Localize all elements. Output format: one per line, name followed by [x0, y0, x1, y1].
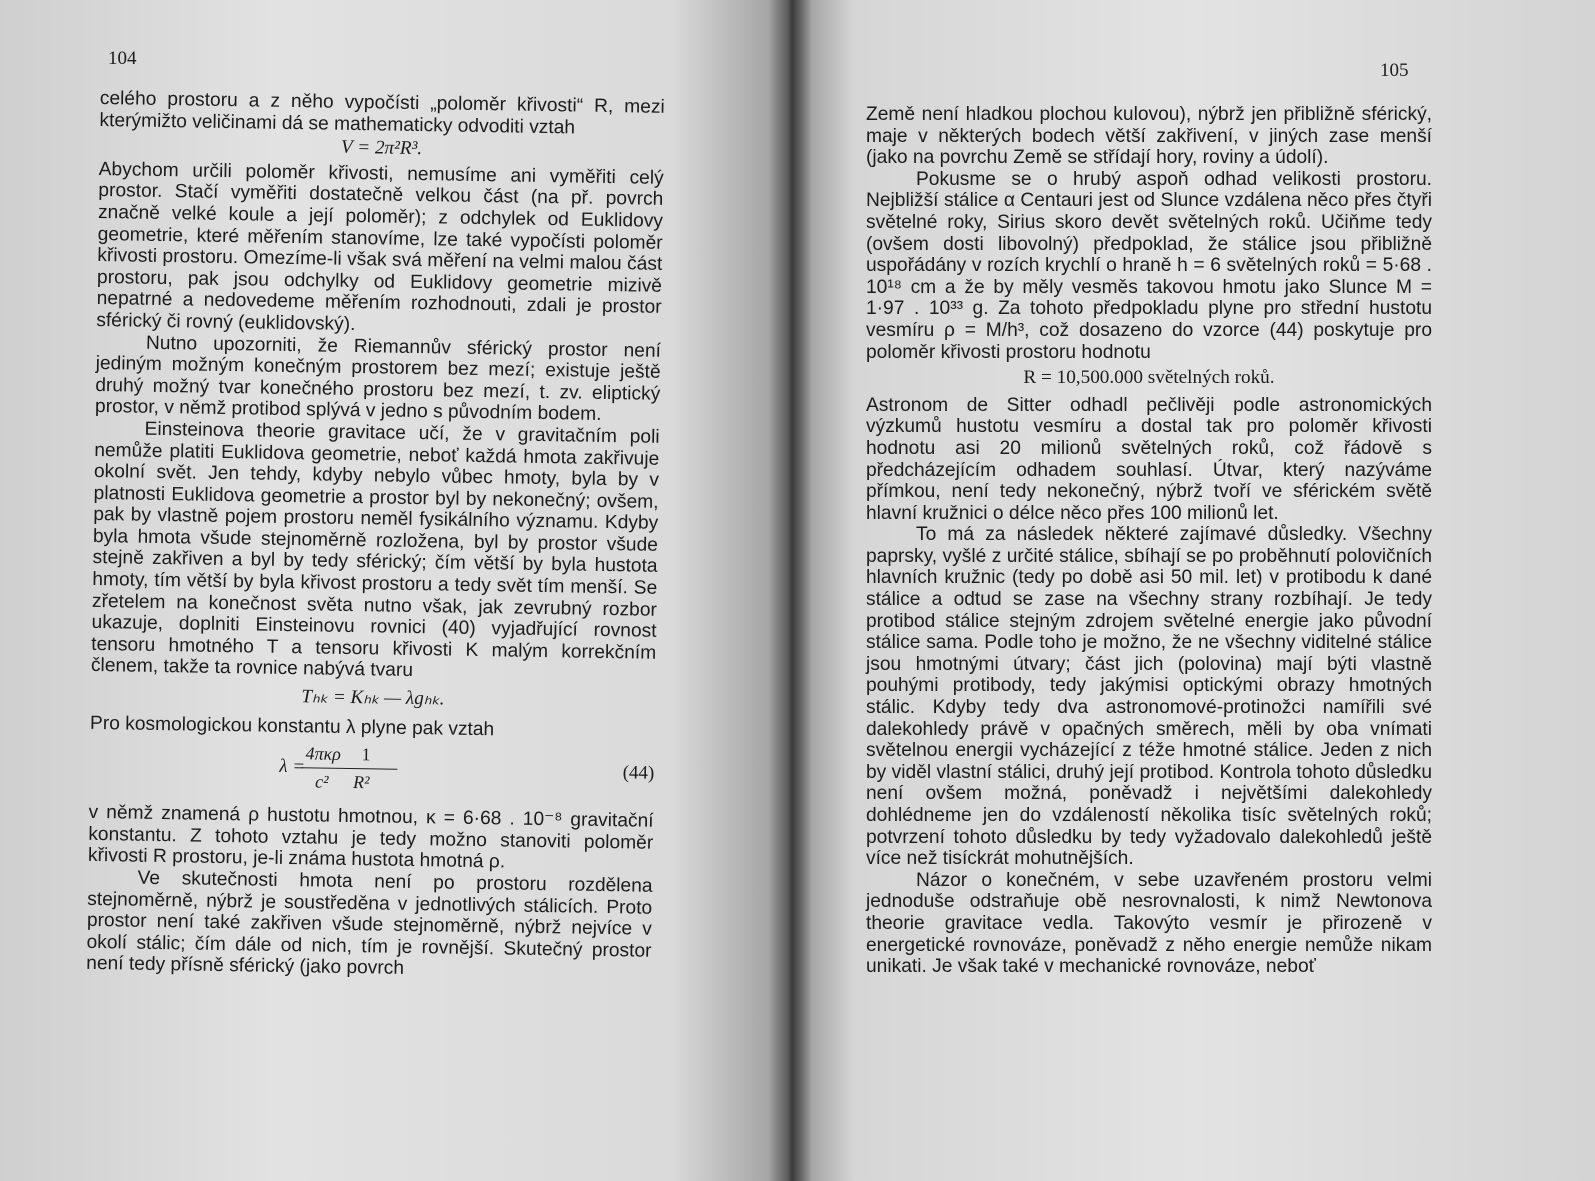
- right-page-text: [866, 104, 1432, 978]
- paragraph: Nutno upozorniti, že Riemannův sférický prostor není jediným možným konečným prostorem bez mezí; existuje ještě druhý možný tvar konečného prostoru bez mezí, t. zv. eliptický prostor, v němž protibod splývá v jedno s původním bodem.: [94, 332, 662, 426]
- paragraph: Abychom určili poloměr křivosti, nemusíme ani vyměřiti celý prostor. Stačí vyměřiti dostatečně velkou část (na př. povrch značně velké koule a její poloměr); z odchylek od Euklidovy geometrie, které měřením stanovíme, lze také vypočísti poloměr křivosti prostoru. Omezíme-li však svá měření na velmi malou část prostoru, pak jsou odchylky od Euklidovy geometrie mizivě nepatrné a nedovedeme měřením rozhodnouti, zdali je prostor sférický či rovný (euklidovský).: [96, 158, 664, 335]
- formula-volume: V = 2π²R³.: [340, 136, 423, 160]
- paragraph: v němž znamená ρ hustotu hmotnou, κ = 6·68 . 10⁻⁸ gravitační konstantu. Z tohoto vztahu je tedy možno stanoviti poloměr křivosti R prostoru, je-li známa hustota hmotná ρ.: [87, 802, 654, 873]
- left-page: [0, 0, 790, 1181]
- equation-rhs-numerator: 1: [361, 744, 371, 765]
- paragraph: Ve skutečnosti hmota není po prostoru rozdělena stejnoměrně, nýbrž je soustředěna v jednotlivých stálicích. Proto prostor není také zakřiven všude stejnoměrně, nýbrž nejvíce v okolí stálic; čím dále od nich, tím je rovnější. Skutečný prostor není tedy přísně sférický (jako povrch: [86, 867, 653, 980]
- equation-number: (44): [622, 762, 655, 785]
- page-number-left: 104: [108, 48, 137, 69]
- formula-field-equation: Tₕₖ = Kₕₖ — λgₕₖ.: [301, 686, 445, 710]
- paragraph: Einsteinova theorie gravitace učí, že v gravitačním poli nemůže platiti Euklidova geometrie, neboť každá hmota zakřivuje okolní svět. Jen tehdy, kdyby nebylo vůbec hmoty, byla by v platnosti Euklidova geometrie a prostor byl by nekonečný; ovšem, pak by vlastně pojem prostoru neměl fysikálního významu. Kdyby byla hmota všude stejnoměrně rozložena, byl by prostor všude stejně zakřiven a byl by tedy sférický; čím větší by byla hustota hmoty, tím větší by byla křivost prostoru a tedy svět tím menší. Se zřetelem na konečnost světa nutno však, jak zevrubný rozbor ukazuje, doplniti Einsteinovu rovnici (40) vyjadřující rovnost tensoru hmotného T a tensoru křivosti K malým korrekčním členem, takže ta rovnice nabývá tvaru: [90, 418, 660, 682]
- fraction-bar: [301, 767, 397, 770]
- paragraph: celého prostoru a z něho vypočísti „poloměr křivosti“ R, mezi kterýmižto veličinami dá se mathematicky odvoditi vztah: [99, 88, 665, 139]
- paragraph: Pokusme se o hrubý aspoň odhad velikosti prostoru. Nejbližší stálice α Centauri jest od Slunce vzdálena něco přes čtyři světelné roky, Sirius skoro devět světelných roků. Učiňme tedy (ovšem dosti libovolný) předpoklad, že stálice jsou přibližně uspořádány v rozích krychlí o hraně h = 6 světelných roků = 5·68 . 10¹⁸ cm a že by měly vesměs takovou hmotu jako Slunce M = 1·97 . 10³³ g. Za tohoto předpokladu plyne pro střední hustotu vesmíru ρ = M/h³, což dosazeno do vzorce (44) poskytuje pro poloměr křivosti prostoru hodnotu: [866, 168, 1432, 363]
- paragraph: Astronom de Sitter odhadl pečlivěji podle astronomických výzkumů hustotu vesmíru a dostal tak pro poloměr křivosti hodnotu asi 20 milionů světelných roků, což řádově s předcházejícím odhadem souhlasí. Útvar, který nazýváme přímkou, není tedy nekonečný, nýbrž tvoří ve sférickém světě hlavní kružnici o délce něco přes 100 milionů let.: [866, 394, 1432, 524]
- equation-rhs-denominator: R²: [352, 772, 370, 793]
- equation-denominator: c²: [314, 771, 329, 792]
- paragraph: To má za následek některé zajímavé důsledky. Všechny paprsky, vyšlé z určité stálice, sbíhají se po proběhnutí polovičních hlavních kružnic (tedy po době asi 50 mil. let) v protibodu k dané stálice a odtud se zase na všechny strany rozbíhají. Je tedy protibod stálice stejným zdrojem světelné energie jako původní stálice sama. Podle toho je možno, že ne všechny viditelné stálice jsou hmotnými útvary; část jich (polovina) mají býti vlastně pouhými protibody, tedy jakýmisi optickými obrazy hmotných stálic. Kdyby tedy dva astronomové-protinožci namířili své dalekohledy právě v opačných směrech, měli by oba vnímati světelnou energii vycházející z téže hmotné stálice. Jeden z nich by viděl vlastní stálici, druhý její protibod. Kontrola tohoto důsledku není ovšem možná, poněvadž i největšími dalekohledy dohlédneme jen do vzdáleností několika tisíc světelných roků; potvrzení tohoto důsledku by tedy vyžadovalo dalekohledů ještě více než tisíckrát mohutnějších.: [866, 524, 1432, 870]
- equation-numerator: 4πκρ: [305, 743, 342, 765]
- page-number-right: 105: [1380, 60, 1409, 81]
- formula-radius: R = 10,500.000 světelných roků.: [1023, 367, 1275, 389]
- book-gutter: [768, 0, 812, 1181]
- equation-44: [89, 740, 655, 805]
- paragraph: Země není hladkou plochou kulovou), nýbrž jen přibližně sférický, maje v některých bodech větší zakřivení, v jiných zase menší (jako na povrchu Země se střídají hory, roviny a údolí).: [866, 104, 1432, 169]
- right-page: [790, 0, 1595, 1181]
- paragraph: Pro kosmologickou konstantu λ plyne pak vztah: [89, 712, 495, 740]
- paragraph: Názor o konečném, v sebe uzavřeném prostoru velmi jednoduše odstraňuje obě nesrovnalosti, k nimž Newtonova theorie gravitace vedla. Takovýto vesmír je přirozeně v energetické rovnováze, poněvadž z něho energie nemůže nikam unikati. Je však také v mechanické rovnováze, neboť: [866, 869, 1432, 978]
- left-page-text: [86, 88, 665, 984]
- equation-lhs: λ =: [279, 756, 306, 778]
